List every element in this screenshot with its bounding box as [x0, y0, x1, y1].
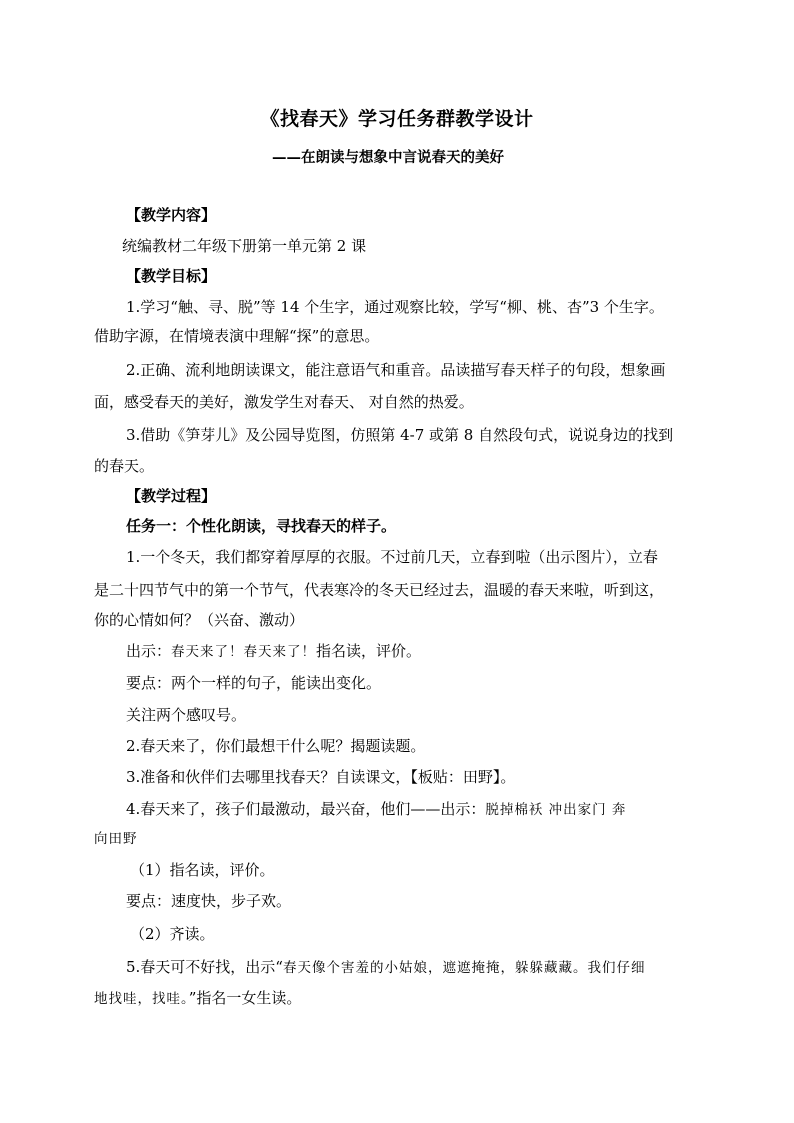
paragraph-4-quote-2: 向田野 — [94, 831, 138, 847]
show-1-quote: 春天来了！春天来了！ — [171, 644, 317, 660]
key-point-1: 要点：两个一样的句子，能读出变化。 — [126, 674, 382, 692]
paragraph-5-quote-1: 春天像个害羞的小姑娘，遮遮掩掩，躲躲藏藏。我们仔细 — [282, 960, 646, 976]
paragraph-5-line-2 — [94, 988, 301, 1009]
paragraph-2: 2.春天来了，你们最想干什么呢？揭题读题。 — [126, 737, 426, 755]
show-1-tail: 指名读，评价。 — [316, 642, 422, 660]
document-title: 《找春天》学习任务群教学设计 — [260, 108, 534, 130]
paragraph-5-tail: ”指名一女生读。 — [188, 989, 302, 1007]
process-heading: 【教学过程】 — [126, 487, 217, 505]
document-subtitle: ——在朗读与想象中言说春天的美好 — [272, 149, 504, 166]
paragraph-1-line-1: 1.一个冬天，我们都穿着厚厚的衣服。不过前几天，立春到啦（出示图片），立春 — [126, 548, 658, 566]
key-point-2: 要点：速度快，步子欢。 — [126, 892, 292, 910]
show-1-label: 出示： — [126, 642, 172, 660]
goal-1-line-1: 1.学习“触、寻、脱”等 14 个生字，通过观察比较，学写“柳、桃、杏”3 个生字。 — [126, 298, 664, 316]
note-1: 关注两个感叹号。 — [126, 706, 247, 724]
goal-2-line-1: 2.正确、流利地朗读课文，能注意语气和重音。品读描写春天样子的句段，想象画 — [126, 361, 666, 379]
paragraph-4-text: 4.春天来了，孩子们最激动，最兴奋，他们——出示： — [126, 800, 486, 818]
paragraph-5-text: 5.春天可不好找，出示“ — [126, 958, 283, 976]
content-text: 统编教材二年级下册第一单元第 2 课 — [122, 237, 367, 255]
goal-1-line-2: 借助字源，在情境表演中理解“探”的意思。 — [94, 327, 380, 345]
paragraph-5-quote-2: 地找哇，找哇。 — [94, 991, 189, 1007]
goal-3-line-2: 的春天。 — [94, 457, 155, 475]
sub-step-2: （2）齐读。 — [130, 925, 215, 943]
paragraph-1-line-3: 你的心情如何？（兴奋、激动） — [94, 611, 305, 629]
content-heading: 【教学内容】 — [126, 206, 217, 224]
goals-heading: 【教学目标】 — [126, 267, 217, 285]
goal-2-line-2: 面，感受春天的美好，激发学生对春天、 对自然的热爱。 — [94, 393, 474, 411]
paragraph-1-line-2: 是二十四节气中的第一个节气，代表寒冷的冬天已经过去，温暖的春天来啦，听到这， — [94, 581, 665, 599]
task-1-heading: 任务一：个性化朗读，寻找春天的样子。 — [126, 517, 397, 535]
paragraph-3: 3.准备和伙伴们去哪里找春天？自读课文，【板贴：田野】。 — [126, 768, 516, 786]
paragraph-5-line-1 — [126, 957, 645, 978]
paragraph-4-line-1 — [126, 799, 626, 820]
sub-step-1: （1）指名读，评价。 — [130, 861, 275, 879]
show-1-line — [126, 641, 421, 662]
paragraph-4-quote-1: 脱掉棉袄 冲出家门 奔 — [485, 802, 627, 818]
goal-3-line-1: 3.借助《笋芽儿》及公园导览图，仿照第 4-7 或第 8 自然段句式，说说身边的找到 — [126, 426, 674, 444]
